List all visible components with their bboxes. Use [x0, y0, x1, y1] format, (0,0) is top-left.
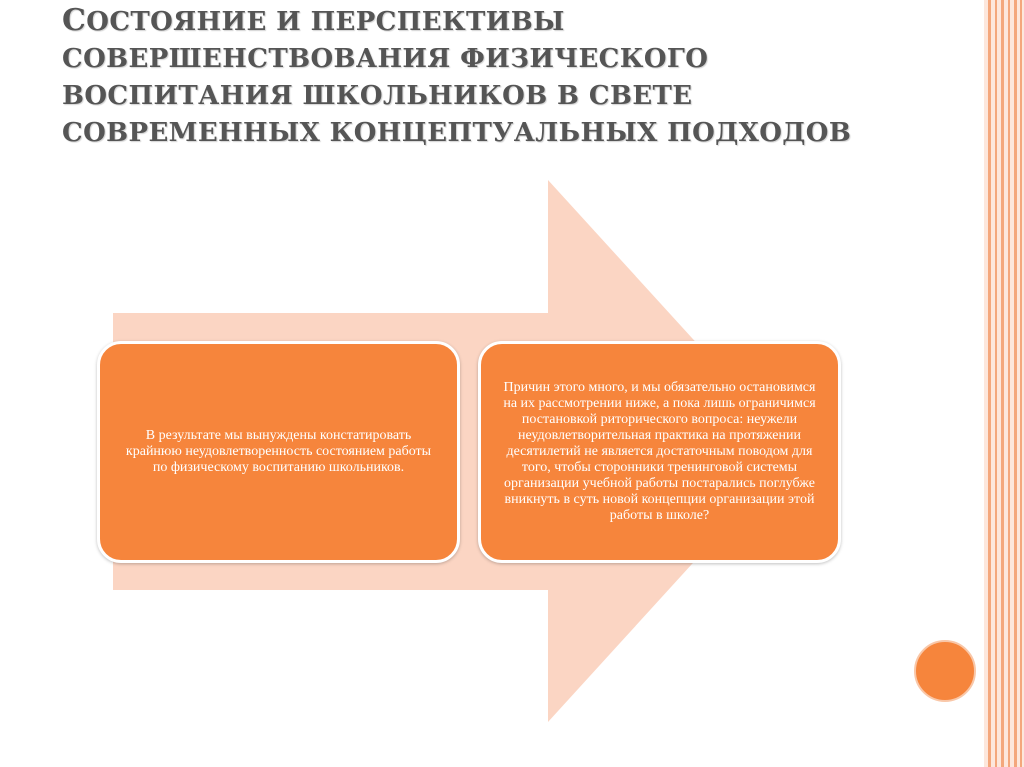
title-line-3: ВОСПИТАНИЯ ШКОЛЬНИКОВ В СВЕТЕ	[62, 81, 693, 111]
reasons-text-box	[478, 341, 841, 563]
title-line-1-rest: ОСТОЯНИЕ И ПЕРСПЕКТИВЫ	[86, 7, 565, 37]
result-text: В результате мы вынуждены констатировать крайнюю неудовлетворенность состоянием работы по физическому воспитанию школьников.	[125, 428, 432, 475]
decorative-circle	[914, 640, 976, 702]
title-line-2: СОВЕРШЕНСТВОВАНИЯ ФИЗИЧЕСКОГО	[62, 44, 709, 74]
reasons-text: Причин этого много, и мы обязательно остановимся на их рассмотрении ниже, а пока лишь ограничимся постановкой риторического вопроса: неужели неудовлетворительная практика на протяжении десятилетий не является достаточным поводом для того, чтобы сторонники тренинговой системы организации учебной работы постарались поглубже вникнуть в суть новой концепции организации этой работы в школе?	[503, 380, 816, 523]
result-text-box	[97, 341, 460, 563]
title-line-4: СОВРЕМЕННЫХ КОНЦЕПТУАЛЬНЫХ ПОДХОДОВ	[62, 118, 852, 148]
title-first-letter: С	[62, 3, 87, 38]
